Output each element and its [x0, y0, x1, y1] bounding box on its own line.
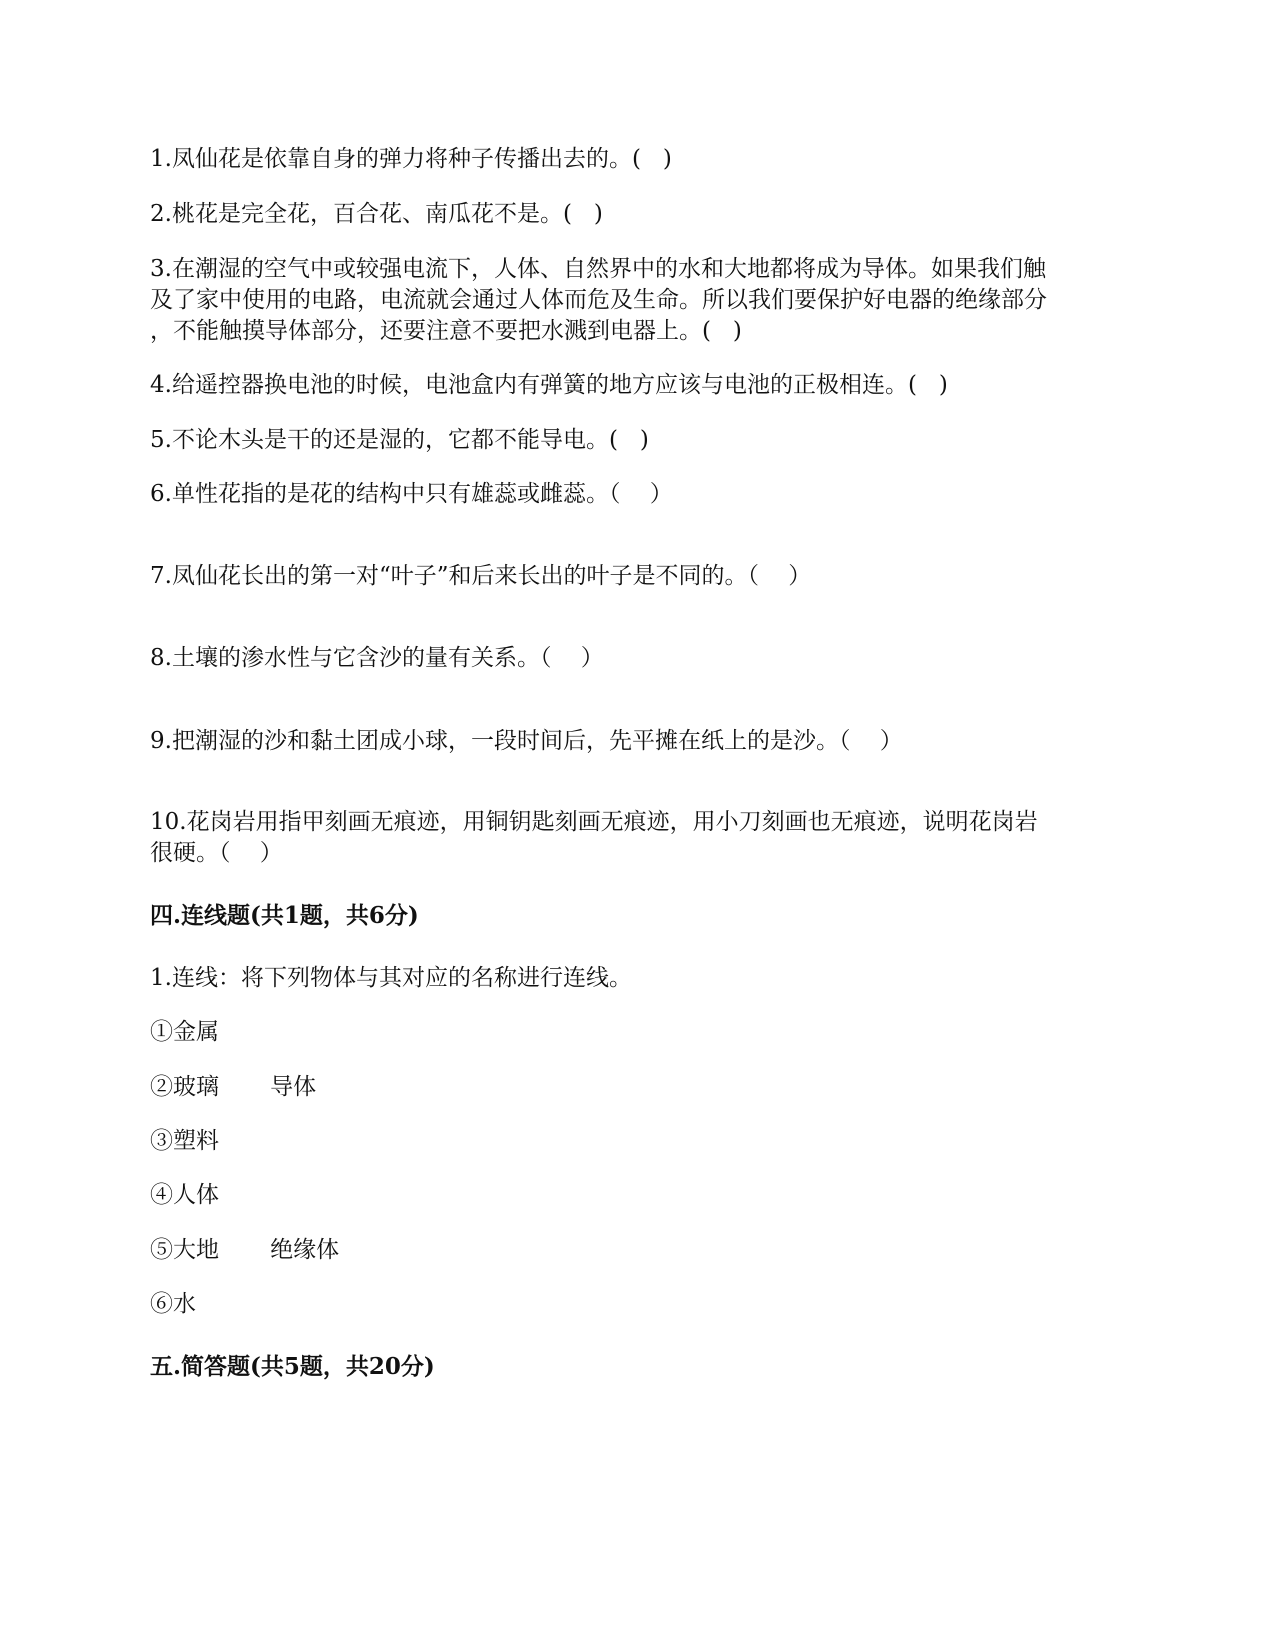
matching-item-6: ⑥水 — [150, 1291, 196, 1317]
matching-question: 1.连线：将下列物体与其对应的名称进行连线。 — [150, 965, 632, 991]
judgement-item-10-line-1: 10.花岗岩用指甲刻画无痕迹，用铜钥匙刻画无痕迹，用小刀刻画也无痕迹，说明花岗岩 — [150, 809, 1038, 835]
section-5-heading: 五.简答题(共5题，共20分) — [150, 1353, 435, 1380]
judgement-item-3-line-2: 及了家中使用的电路，电流就会通过人体而危及生命。所以我们要保护好电器的绝缘部分 — [150, 287, 1047, 313]
matching-item-2: ②玻璃 导体 — [150, 1074, 317, 1100]
judgement-item-5: 5.不论木头是干的还是湿的，它都不能导电。( ) — [150, 427, 649, 453]
judgement-item-1: 1.凤仙花是依靠自身的弹力将种子传播出去的。( ) — [150, 146, 672, 172]
judgement-item-7: 7.凤仙花长出的第一对“叶子”和后来长出的叶子是不同的。（ ） — [150, 563, 812, 589]
judgement-item-2: 2.桃花是完全花，百合花、南瓜花不是。( ) — [150, 201, 603, 227]
judgement-item-3-line-1: 3.在潮湿的空气中或较强电流下，人体、自然界中的水和大地都将成为导体。如果我们触 — [150, 256, 1046, 282]
judgement-item-6: 6.单性花指的是花的结构中只有雄蕊或雌蕊。（ ） — [150, 481, 673, 507]
matching-item-4: ④人体 — [150, 1182, 219, 1208]
section-4-heading: 四.连线题(共1题，共6分) — [150, 902, 419, 929]
judgement-item-3-line-3: ，不能触摸导体部分，还要注意不要把水溅到电器上。( ) — [150, 318, 742, 344]
matching-item-5: ⑤大地 绝缘体 — [150, 1237, 340, 1263]
judgement-item-4: 4.给遥控器换电池的时候，电池盒内有弹簧的地方应该与电池的正极相连。( ) — [150, 372, 948, 398]
matching-item-3: ③塑料 — [150, 1128, 219, 1154]
judgement-item-10-line-2: 很硬。（ ） — [150, 840, 283, 866]
matching-item-1: ①金属 — [150, 1019, 219, 1045]
judgement-item-8: 8.土壤的渗水性与它含沙的量有关系。（ ） — [150, 645, 604, 671]
judgement-item-9: 9.把潮湿的沙和黏土团成小球，一段时间后，先平摊在纸上的是沙。（ ） — [150, 728, 903, 754]
